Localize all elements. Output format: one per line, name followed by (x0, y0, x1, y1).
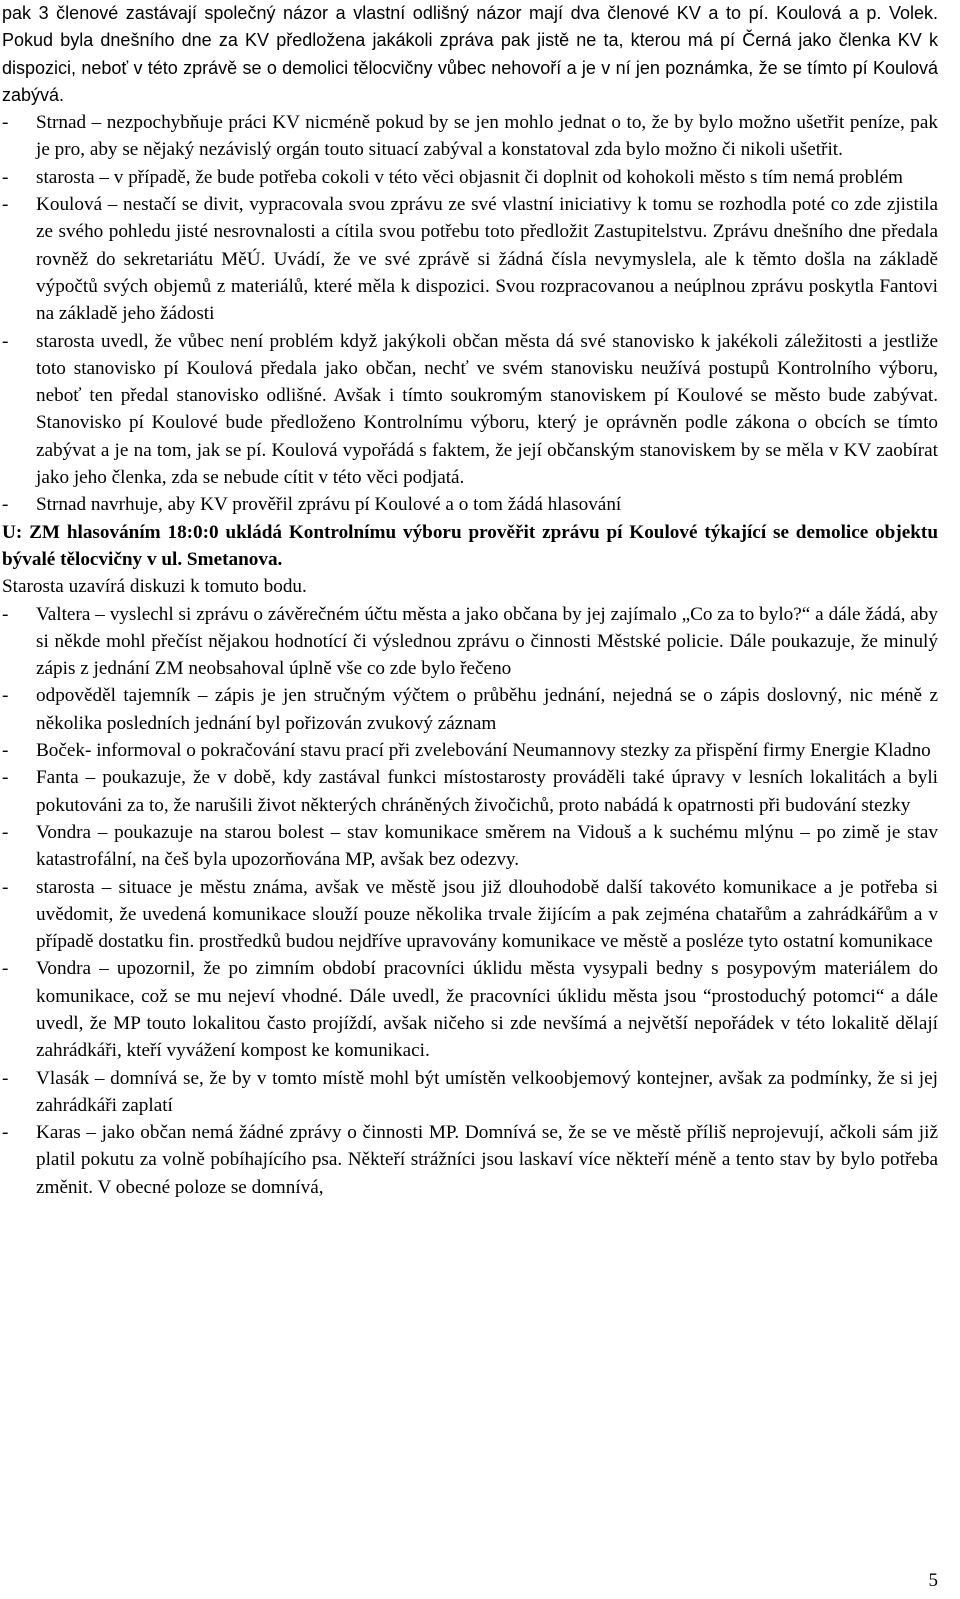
page-number: 5 (928, 1570, 938, 1591)
list-item (2, 764, 938, 819)
list-item (2, 191, 938, 327)
discussion-list-a (2, 109, 938, 518)
list-item-text: Vlasák – domnívá se, že by v tomto místě mohl být umístěn velkoobjemový kontejner, avšak za podmínky, že si jej zahrádkáři zaplatí (36, 1067, 938, 1116)
list-item (2, 1065, 938, 1120)
list-item (2, 1119, 938, 1201)
bullet-dash: - (2, 876, 9, 898)
list-item (2, 328, 938, 492)
list-item (2, 491, 938, 518)
list-item-text: Valtera – vyslechl si zprávu o závěrečném účtu města a jako občana by jej zajímalo „Co za to bylo?“ a dále žádá, aby si někde mohl přečíst nějakou hodnotící či výslednou zprávu o činnosti Městské policie. Dále poukazuje, že minulý zápis z jednání ZM neobsahoval úplně vše co zde bylo řečeno (36, 603, 938, 680)
list-item (2, 819, 938, 874)
bullet-dash: - (2, 821, 9, 843)
list-item (2, 601, 938, 683)
list-item (2, 955, 938, 1064)
bullet-dash: - (2, 740, 9, 762)
bullet-dash: - (2, 685, 9, 707)
list-item-text: Strnad – nezpochybňuje práci KV nicméně pokud by se jen mohlo jednat o to, že by bylo možno ušetřit peníze, pak je pro, aby se nějaký nezávislý orgán touto situací zabýval a konstatoval zda bylo možno či nikoli ušetřit. (36, 112, 938, 161)
bullet-dash: - (2, 166, 9, 188)
list-item-text: Fanta – poukazuje, že v době, kdy zastával funkci místostarosty prováděli také úpravy v lesních lokalitách a byli pokutováni za to, že narušili život některých chráněných živočichů, proto nabádá k opatrnosti při budování stezky (36, 767, 938, 816)
bullet-dash: - (2, 1122, 9, 1144)
list-item (2, 164, 938, 191)
discussion-list-b (2, 601, 938, 1202)
bullet-dash: - (2, 494, 9, 516)
list-item (2, 737, 938, 764)
list-item-text: starosta uvedl, že vůbec není problém když jakýkoli občan města dá své stanovisko k jakékoli záležitosti a jestliže toto stanovisko pí Koulová předala jako občan, nechť ve svém stanovisku neužívá postupů Kontrolního výboru, neboť ten předal stanovisko odlišné. Avšak i tímto soukromým stanoviskem pí Koulové se město bude zabývat. Stanovisko pí Koulové bude předloženo Kontrolnímu výboru, který je oprávněn podle zákona o obcích se tímto zabývat a je na tom, jak se pí. Koulová vypořádá s faktem, že její občanským stanoviskem by se měla v KV zaobírat jako jeho členka, zda se nebude cítit v této věci podjatá. (36, 330, 938, 489)
list-item (2, 682, 938, 737)
list-item-text: starosta – situace je městu známa, avšak ve městě jsou již dlouhodobě další takovéto komunikace a je potřeba si uvědomit, že uvedená komunikace slouží pouze několika trvale žijícím a pak zejména chatařům a zahrádkářům a v případě dostatku fin. prostředků budou nejdříve upravovány komunikace ve městě a posléze tyto ostatní komunikace (36, 876, 938, 953)
list-item (2, 109, 938, 164)
list-item-text: odpověděl tajemník – zápis je jen stručným výčtem o průběhu jednání, nejedná se o zápis doslovný, nic méně z několika posledních jednání byl pořizován zvukový záznam (36, 685, 938, 734)
bullet-dash: - (2, 958, 9, 980)
bullet-dash: - (2, 767, 9, 789)
document-body (2, 0, 938, 1201)
continuation-paragraph: pak 3 členové zastávají společný názor a vlastní odlišný názor mají dva členové KV a to pí. Koulová a p. Volek. Pokud byla dnešního dne za KV předložena jakákoli zpráva pak jistě ne ta, kterou má pí Černá jako členka KV k dispozici, neboť v této zprávě se o demolici tělocvičny vůbec nehovoří a je v ní jen poznámka, že se tímto pí Koulová zabývá. (2, 3, 938, 105)
closing-statement: Starosta uzavírá diskuzi k tomuto bodu. (2, 576, 307, 598)
resolution-text: U: ZM hlasováním 18:0:0 ukládá Kontrolnímu výboru prověřit zprávu pí Koulové týkající se demolice objektu bývalé tělocvičny v ul. Smetanova. (2, 521, 938, 570)
bullet-dash: - (2, 330, 9, 352)
list-item-text: Boček- informoval o pokračování stavu prací při zvelebování Neumannovy stezky za přispění firmy Energie Kladno (36, 740, 931, 762)
bullet-dash: - (2, 603, 9, 625)
list-item-text: Karas – jako občan nemá žádné zprávy o činnosti MP. Domnívá se, že se ve městě příliš neprojevují, ačkoli sám již platil pokutu za volně pobíhajícího psa. Někteří strážníci jsou laskaví více někteří méně a tento stav by bylo potřeba změnit. V obecné poloze se domnívá, (36, 1122, 938, 1198)
list-item-text: Koulová – nestačí se divit, vypracovala svou zprávu ze své vlastní iniciativy k tomu se rozhodla poté co zde zjistila ze svého pohledu jisté nesrovnalosti a cítila svou potřebu toto předložit Zastupitelstvu. Zprávu dnešního dne předala rovněž do sekretariátu MěÚ. Uvádí, že ve své zprávě si žádná čísla nevymyslela, ale k těmto došla na základě výpočtů svých objemů z materiálů, které měla k dispozici. Svou rozpracovanou a neúplnou zprávu poskytla Fantovi na základě jeho žádosti (36, 194, 938, 325)
list-item (2, 874, 938, 956)
list-item-text: starosta – v případě, že bude potřeba cokoli v této věci objasnit či doplnit od kohokoli město s tím nemá problém (36, 166, 903, 188)
list-item-text: Vondra – poukazuje na starou bolest – stav komunikace směrem na Vidouš a k suchému mlýnu – po zimě je stav katastrofální, na češ byla upozorňována MP, avšak bez odezvy. (36, 821, 938, 871)
list-item-text: Strnad navrhuje, aby KV prověřil zprávu pí Koulové a o tom žádá hlasování (36, 494, 622, 516)
bullet-dash: - (2, 194, 9, 216)
list-item-text: Vondra – upozornil, že po zimním období pracovníci úklidu města vysypali bedny s posypovým materiálem do komunikace, což se mu nejeví vhodné. Dále uvedl, že pracovníci úklidu města jsou “prostoduchý potomci“ a dále uvedl, že MP touto lokalitou často projíždí, avšak ničeho si zde nevšímá a největší nepořádek v této lokalitě dělají zahrádkáři, kteří vyvážení kompost ke komunikaci. (36, 958, 938, 1062)
bullet-dash: - (2, 1067, 9, 1089)
bullet-dash: - (2, 112, 9, 134)
